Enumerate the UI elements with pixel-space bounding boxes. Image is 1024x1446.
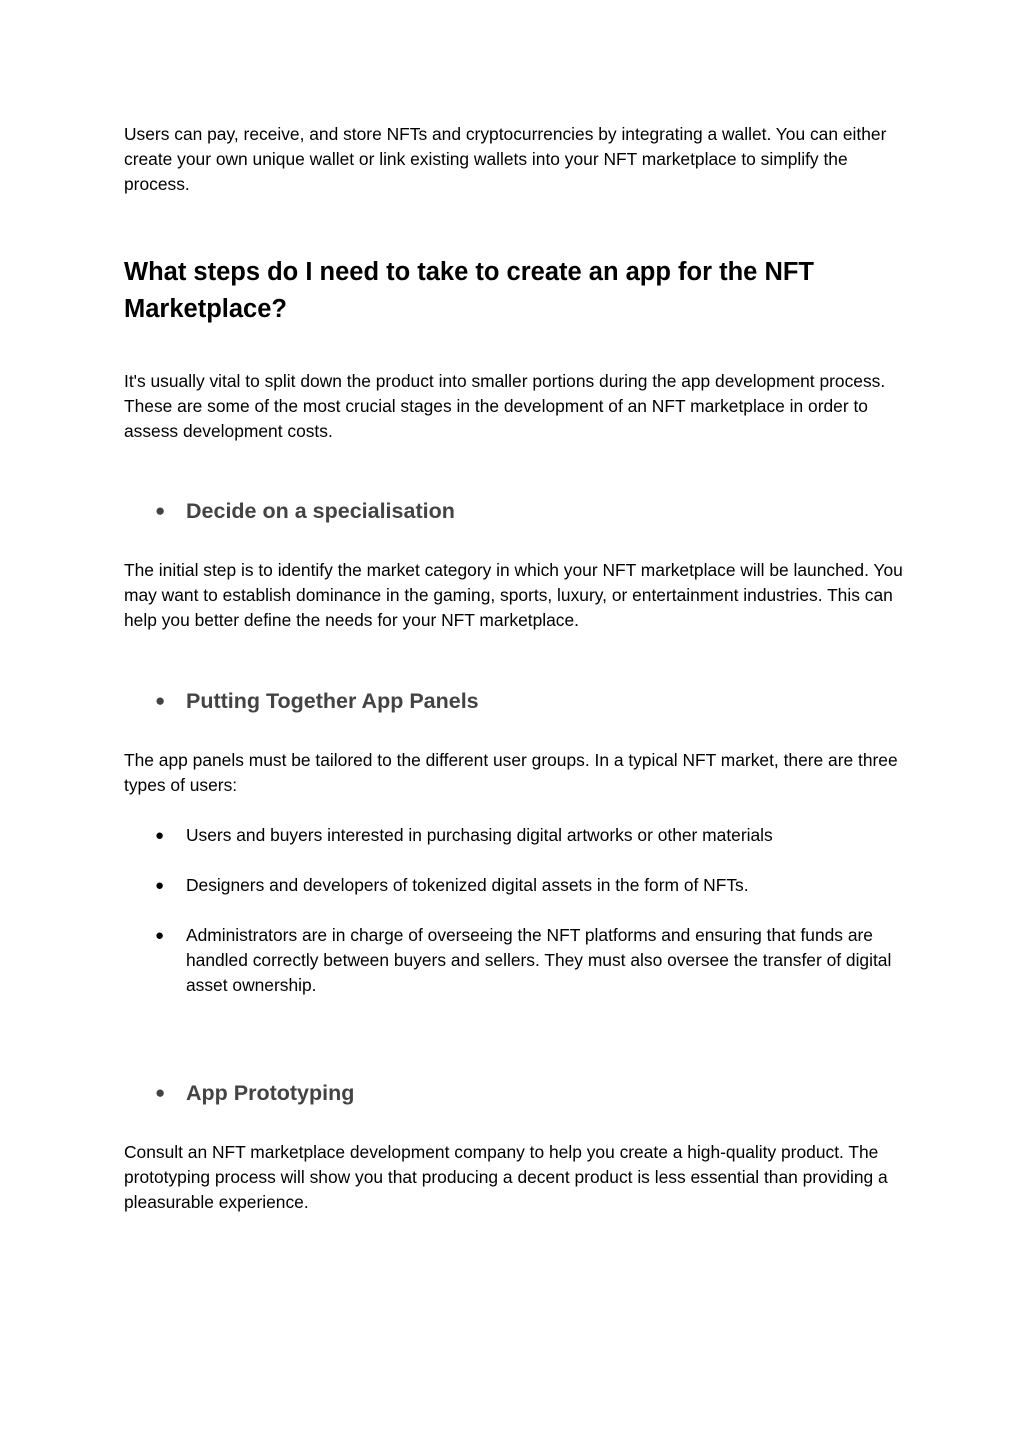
intro-paragraph: Users can pay, receive, and store NFTs and cryptocurrencies by integrating a wallet. You can either create your own unique wallet or link existing wallets into your NFT marketplace to simplify the process. (124, 124, 887, 194)
list-item-text: Users and buyers interested in purchasing digital artworks or other materials (186, 825, 773, 845)
section-heading-specialisation (124, 496, 904, 526)
bullet-icon: ● (155, 691, 166, 710)
user-types-list (124, 823, 904, 998)
section-heading-prototyping (124, 1078, 904, 1108)
list-item (124, 823, 904, 848)
bullet-icon: ● (155, 1083, 166, 1102)
document-page (124, 122, 904, 1215)
list-item (124, 873, 904, 898)
section-title: App Prototyping (186, 1081, 355, 1105)
heading-intro-paragraph: It's usually vital to split down the product into smaller portions during the app development process. These are some of the most crucial stages in the development of an NFT marketplace in order to assess development costs. (124, 371, 886, 441)
bullet-icon: ● (155, 927, 165, 944)
bullet-icon: ● (155, 827, 165, 844)
list-item-text: Administrators are in charge of overseeing the NFT platforms and ensuring that funds are handled correctly between buyers and sellers. They must also oversee the transfer of digital asset ownership. (186, 925, 892, 995)
section-body-app-panels: The app panels must be tailored to the different user groups. In a typical NFT market, there are three types of users: (124, 750, 898, 795)
bullet-icon: ● (155, 877, 165, 894)
section-body-specialisation: The initial step is to identify the market category in which your NFT marketplace will be launched. You may want to establish dominance in the gaming, sports, luxury, or entertainment industries. This can help you better define the needs for your NFT marketplace. (124, 560, 903, 630)
section-body-prototyping: Consult an NFT marketplace development company to help you create a high-quality product. The prototyping process will show you that producing a decent product is less essential than providing a pleasurable experience. (124, 1142, 888, 1212)
page-heading: What steps do I need to take to create an app for the NFT Marketplace? (124, 258, 815, 323)
section-title: Decide on a specialisation (186, 499, 455, 523)
list-item-text: Designers and developers of tokenized digital assets in the form of NFTs. (186, 875, 749, 895)
section-heading-app-panels (124, 686, 904, 716)
section-title: Putting Together App Panels (186, 689, 479, 713)
bullet-icon: ● (155, 501, 166, 520)
list-item (124, 923, 904, 998)
